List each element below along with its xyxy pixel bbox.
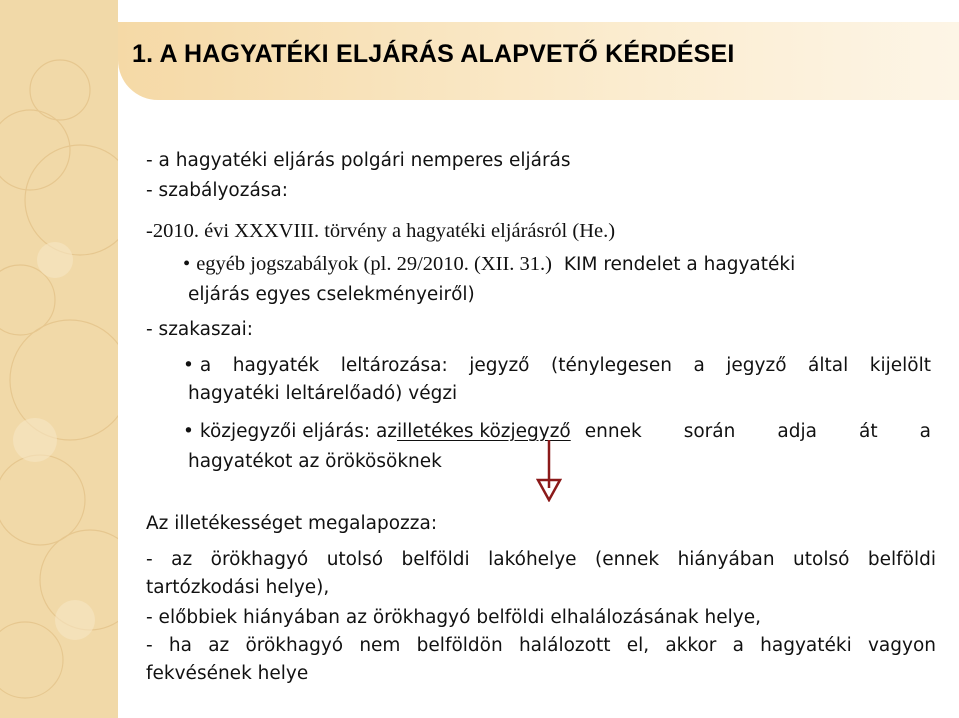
text-line: - az örökhagyó utolsó belföldi lakóhelye (ennek hiányában utolsó belföldi	[146, 549, 936, 570]
bullet-text: • egyéb jogszabályok (pl. 29/2010. (XII. 31.)	[183, 253, 552, 275]
text-line: tartózkodási helye),	[146, 577, 330, 598]
text-line: fekvésének helye	[146, 663, 309, 684]
page-title: 1. A HAGYATÉKI ELJÁRÁS ALAPVETŐ KÉRDÉSEI	[132, 40, 735, 68]
bullet-text: ennek során adja át a	[584, 421, 931, 442]
text-line: Az illetékességet megalapozza:	[146, 513, 438, 534]
text-line: - a hagyatéki eljárás polgári nemperes eljárás	[146, 150, 571, 171]
bullet-line	[183, 252, 795, 277]
bullet-text: KIM rendelet a hagyatéki	[563, 254, 796, 275]
down-arrow-icon	[536, 440, 562, 502]
text-line: eljárás egyes cselekményeiről)	[188, 284, 475, 305]
text-line: hagyatékot az örökösöknek	[188, 451, 442, 472]
underlined-text: illetékes közjegyző	[397, 421, 571, 442]
text-line: - szabályozása:	[146, 180, 288, 201]
decorative-pattern	[0, 0, 118, 718]
text-line: hagyatéki leltárelőadó) végzi	[188, 383, 458, 404]
text-line: - előbbiek hiányában az örökhagyó belföldi elhalálozásának helye,	[146, 607, 761, 628]
text-line: - szakaszai:	[146, 319, 254, 340]
text-line: -2010. évi XXXVIII. törvény a hagyatéki eljárásról (He.)	[146, 220, 616, 242]
text-line: - ha az örökhagyó nem belföldön halálozott el, akkor a hagyatéki vagyon	[146, 635, 936, 656]
bullet-text: • közjegyzői eljárás: az	[183, 420, 397, 444]
bullet-line: • a hagyaték leltározása: jegyző (ténylegesen a jegyző által kijelölt	[183, 354, 931, 378]
